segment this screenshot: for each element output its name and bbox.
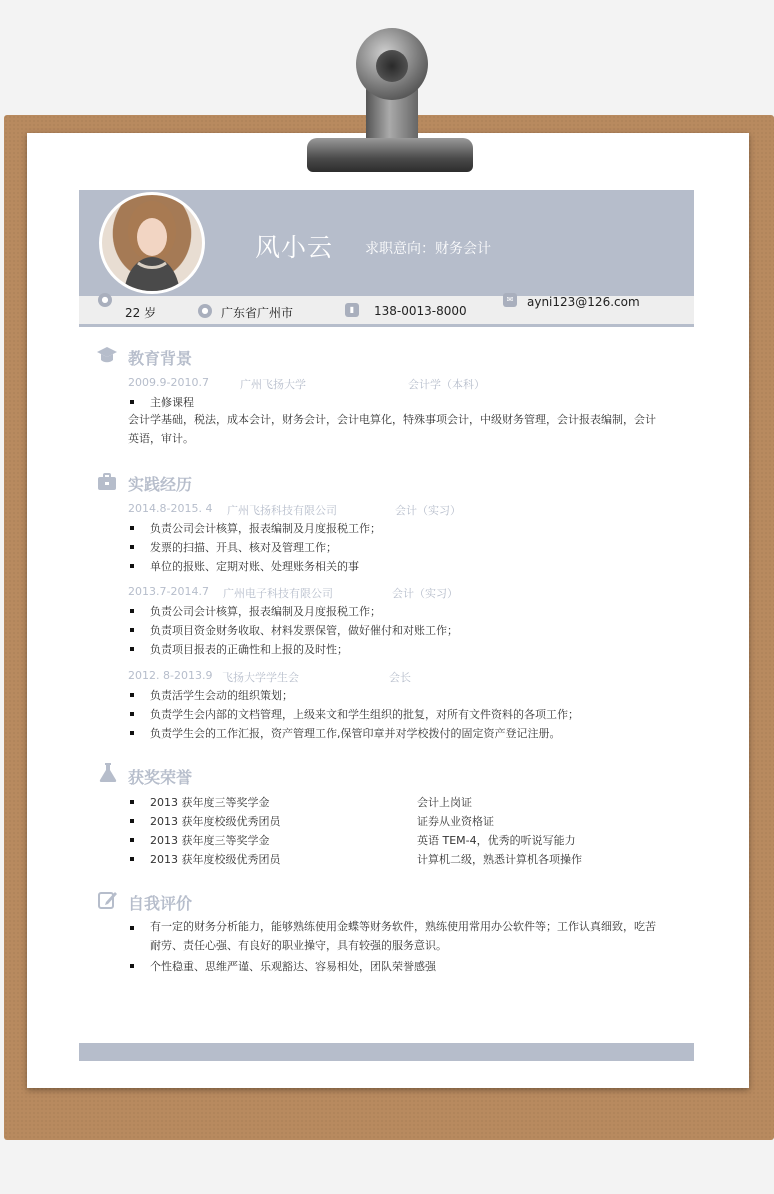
self-eval-title: 自我评价 <box>128 894 193 913</box>
graduation-cap-icon <box>96 344 118 366</box>
award-item: 2013 获年度三等奖学金 <box>150 796 270 809</box>
phone: 138-0013-8000 <box>374 304 467 318</box>
clip-ring-hole <box>376 50 408 82</box>
bullet <box>130 857 134 861</box>
certificate-item: 英语 TEM-4，优秀的听说写能力 <box>417 834 576 847</box>
bullet <box>130 819 134 823</box>
location: 广东省广州市 <box>221 306 294 320</box>
self-eval-item: 个性稳重、思维严谨、乐观豁达、容易相处，团队荣誉感强 <box>150 960 436 973</box>
flask-icon <box>97 761 119 783</box>
bullet <box>130 545 134 549</box>
course-list: 会计学基础，税法，成本会计，财务会计，会计电算化，特殊事项会计，中级财务管理，会计报表编制，会计英语，审计。 <box>128 413 656 445</box>
award-item: 2013 获年度校级优秀团员 <box>150 853 281 866</box>
user-icon: ● <box>98 293 112 307</box>
practice-org: 广州飞扬科技有限公司 <box>227 504 337 517</box>
clip-base <box>307 138 473 172</box>
pencil-icon <box>97 889 119 911</box>
award-item: 2013 获年度校级优秀团员 <box>150 815 281 828</box>
briefcase-icon <box>96 471 118 493</box>
avatar <box>99 192 205 294</box>
practice-role: 会计（实习） <box>392 587 458 600</box>
practice-item: 负责活学生会动的组织策划； <box>150 689 293 702</box>
practice-title: 实践经历 <box>128 475 193 494</box>
practice-item: 负责公司会计核算，报表编制及月度报税工作； <box>150 605 381 618</box>
certificate-item: 计算机二级，熟悉计算机各项操作 <box>417 853 582 866</box>
practice-period: 2014.8-2015. 4 <box>128 502 213 515</box>
practice-item: 负责项目报表的正确性和上报的及时性； <box>150 643 348 656</box>
email: ayni123@126.com <box>527 295 640 309</box>
award-item: 2013 获年度三等奖学金 <box>150 834 270 847</box>
practice-role: 会计（实习） <box>395 504 461 517</box>
practice-org: 飞扬大学学生会 <box>222 671 299 684</box>
candidate-name: 风小云 <box>255 233 334 262</box>
course-heading: 主修课程 <box>150 396 194 409</box>
bullet <box>130 693 134 697</box>
self-eval-item: 有一定的财务分析能力，能够熟练使用金蝶等财务软件，熟练使用常用办公软件等；工作认真细致，吃苦耐劳、责任心强、有良好的职业操守，具有较强的服务意识。 <box>150 920 656 952</box>
bullet <box>130 628 134 632</box>
education-school: 广州飞扬大学 <box>240 378 306 391</box>
footer-bar <box>79 1043 694 1061</box>
bullet <box>130 400 134 404</box>
location-pin-icon: ● <box>198 304 212 318</box>
education-period: 2009.9-2010.7 <box>128 376 209 389</box>
bullet <box>130 838 134 842</box>
practice-org: 广州电子科技有限公司 <box>223 587 333 600</box>
education-title: 教育背景 <box>128 349 193 368</box>
bullet <box>130 964 134 968</box>
bullet <box>130 712 134 716</box>
practice-item: 负责学生会内部的文档管理，上级来文和学生组织的批复，对所有文件资料的各项工作； <box>150 708 579 721</box>
practice-item: 负责项目资金财务收取、材料发票保管，做好催付和对账工作； <box>150 624 458 637</box>
practice-item: 发票的扫描、开具、核对及管理工作； <box>150 541 337 554</box>
bullet <box>130 564 134 568</box>
practice-role: 会长 <box>389 671 411 684</box>
practice-item: 单位的报账、定期对账、处理账务相关的事 <box>150 560 359 573</box>
practice-item: 负责学生会的工作汇报，资产管理工作,保管印章并对学校拨付的固定资产登记注册。 <box>150 727 561 740</box>
certificate-item: 证券从业资格证 <box>417 815 494 828</box>
job-intent: 求职意向：财务会计 <box>365 241 491 257</box>
awards-title: 获奖荣誉 <box>128 768 193 787</box>
bullet <box>130 647 134 651</box>
education-major: 会计学（本科） <box>408 378 485 391</box>
bullet <box>130 800 134 804</box>
bullet <box>130 526 134 530</box>
age: 22 岁 <box>125 306 157 320</box>
practice-period: 2013.7-2014.7 <box>128 585 209 598</box>
bullet <box>130 609 134 613</box>
bullet <box>130 731 134 735</box>
certificate-item: 会计上岗证 <box>417 796 472 809</box>
mail-icon: ✉ <box>503 293 517 307</box>
bullet <box>130 926 134 930</box>
phone-icon: ▮ <box>345 303 359 317</box>
practice-item: 负责公司会计核算，报表编制及月度报税工作； <box>150 522 381 535</box>
practice-period: 2012. 8-2013.9 <box>128 669 213 682</box>
